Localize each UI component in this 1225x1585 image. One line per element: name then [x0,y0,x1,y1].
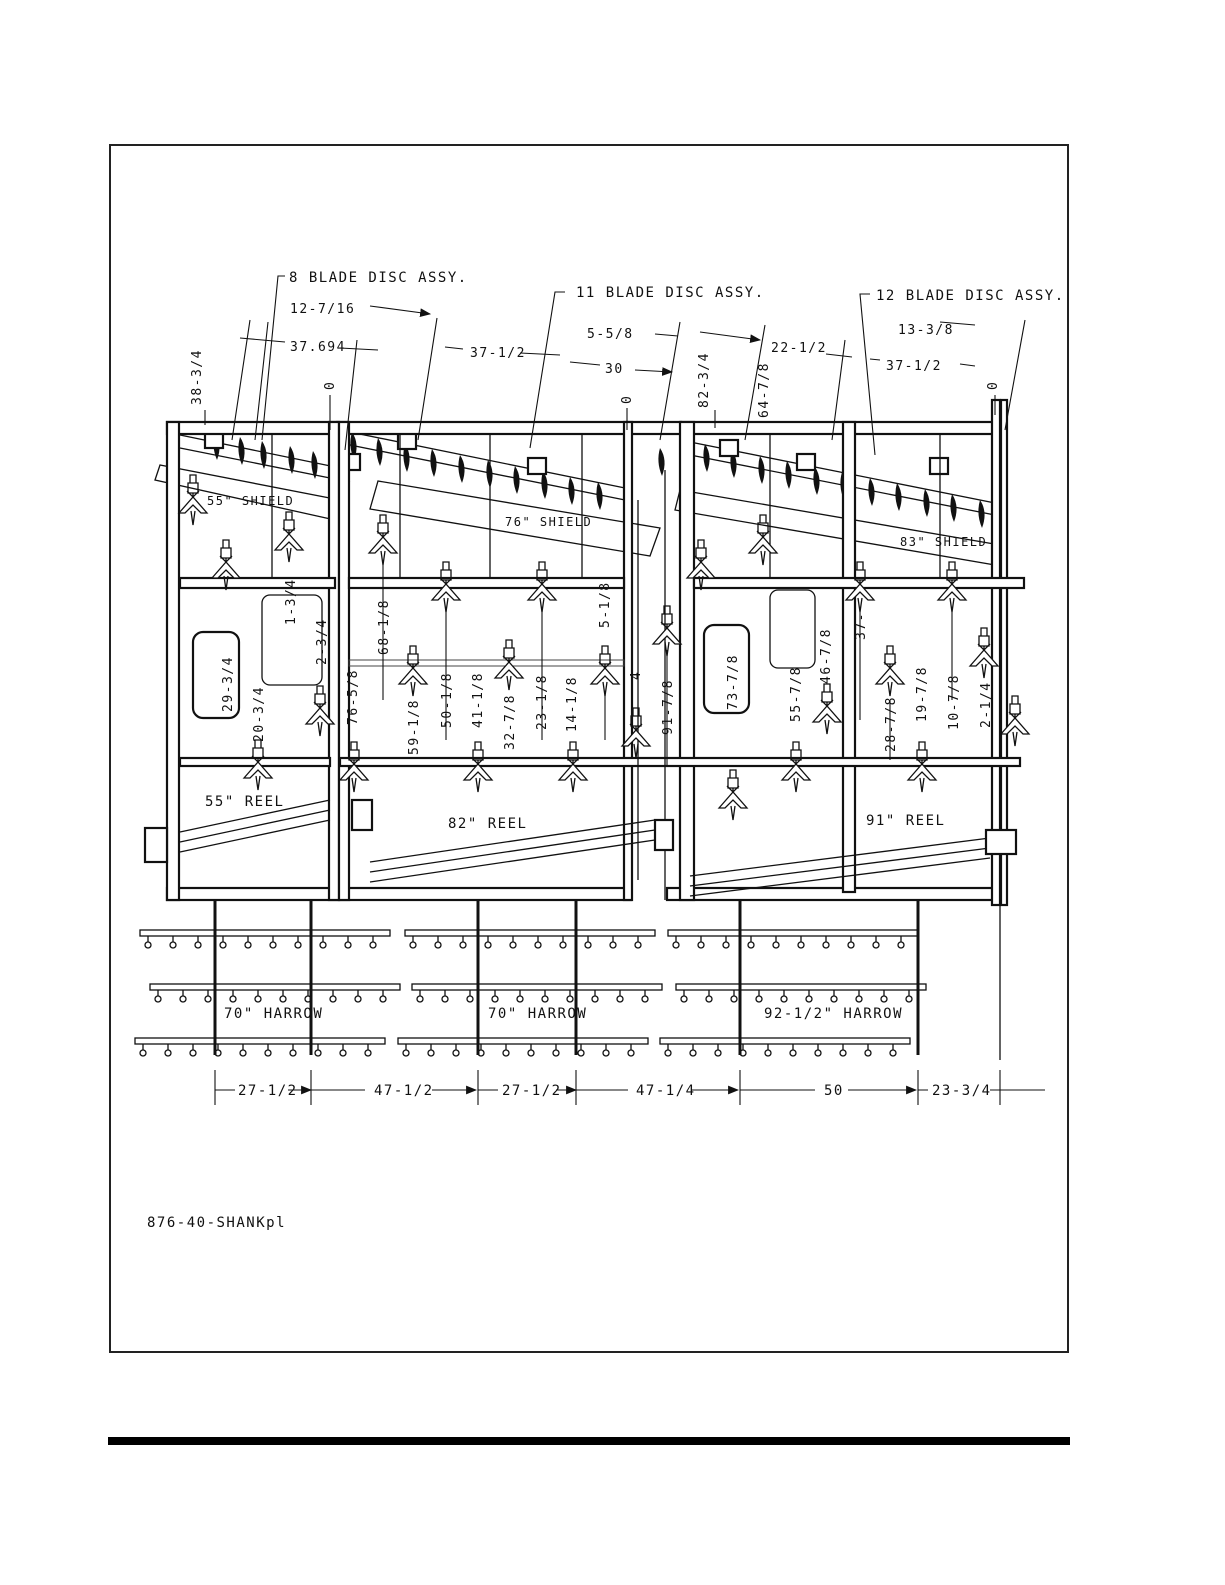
vertical-dim: 0 [323,380,338,390]
shank-dim: 76-5/8 [346,669,361,725]
bottom-dim: 27-1/2 [502,1083,562,1099]
shield-label: 83" SHIELD [900,535,988,549]
bottom-dim: 23-3/4 [932,1083,992,1099]
shank-dim: 59-1/8 [407,699,422,755]
shield-label: 76" SHIELD [505,515,593,529]
top-dim: 37.694 [290,340,346,355]
top-dim: 37-1/2 [886,359,942,374]
reel-label: 82" REEL [448,816,528,832]
shank-dim: 32-7/8 [503,694,518,750]
top-dim: 5-5/8 [587,327,634,342]
shank-dim: 68-1/8 [377,599,392,655]
harrow [135,900,1000,1060]
shank-dim: 46-7/8 [819,628,834,684]
top-dim: 30 [605,362,624,377]
shank-dim: 73-7/8 [726,654,741,710]
shank-dim: 1-3/4 [284,578,299,625]
shank-dim: 37- [854,612,869,640]
top-dim: 13-3/8 [898,323,954,338]
shank-dim: 29-3/4 [221,656,236,712]
vertical-dim: 64-7/8 [757,362,772,418]
callout-11-blade: 11 BLADE DISC ASSY. [576,285,765,301]
shank-dim: 10-7/8 [947,674,962,730]
top-dim: 37-1/2 [470,346,526,361]
reel-label: 55" REEL [205,794,285,810]
shield-label: 55" SHIELD [207,494,295,508]
top-dim: 12-7/16 [290,302,356,317]
footer-rule [108,1437,1070,1445]
callout-12-blade: 12 BLADE DISC ASSY. [876,288,1065,304]
shank-dim: 14-1/8 [565,676,580,732]
main-frame [145,400,1024,905]
harrow-label: 70" HARROW [488,1006,588,1022]
shank-dim: 55-7/8 [789,666,804,722]
reel-label: 91" REEL [866,813,946,829]
bottom-dim: 47-1/4 [636,1083,696,1099]
shank-dim: 28-7/8 [884,696,899,752]
bottom-dim: 27-1/2 [238,1083,298,1099]
vertical-dim: 38-3/4 [190,349,205,405]
top-dim: 22-1/2 [771,341,827,356]
callout-8-blade: 8 BLADE DISC ASSY. [289,270,468,286]
shank-dim: 4 [629,670,644,680]
shank-dim: 41-1/8 [471,672,486,728]
shank-dim: 19-7/8 [915,666,930,722]
shank-dim: 91-7/8 [661,679,676,735]
shank-dim: 50-1/8 [440,672,455,728]
bottom-dim: 47-1/2 [374,1083,434,1099]
drawing-id: 876-40-SHANKpl [147,1215,287,1231]
vertical-dim: 0 [986,380,1001,390]
vertical-dim: 82-3/4 [697,352,712,408]
shank-dim: 20-3/4 [252,686,267,742]
bottom-dim: 50 [824,1083,844,1099]
vertical-dim: 0 [620,394,635,404]
shank-dim: 5-1/8 [598,581,613,628]
harrow-label: 70" HARROW [224,1006,324,1022]
shank-dim: 2-3/4 [315,618,330,665]
shank-dim: 23-1/8 [535,674,550,730]
shank-dim: 2-1/4 [979,681,994,728]
harrow-label: 92-1/2" HARROW [764,1006,904,1022]
shanks [179,475,1029,820]
